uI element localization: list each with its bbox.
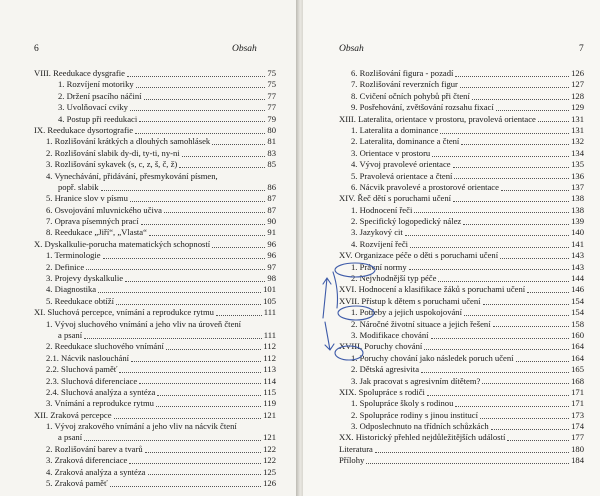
toc-entry-page: 140	[571, 227, 584, 238]
toc-entry-page: 125	[263, 466, 276, 477]
dot-leader	[427, 395, 569, 396]
dot-leader	[483, 304, 570, 305]
toc-entry-page: 134	[571, 147, 584, 158]
right-header-title: Obsah	[339, 44, 364, 54]
toc-entry-title: 5. Zraková paměť	[46, 478, 108, 489]
dot-leader	[464, 315, 569, 316]
toc-entry-page: 111	[263, 307, 276, 318]
toc-entry-title: 2. Definice	[46, 261, 85, 272]
toc-entry-title: 1. Rozvíjení motoriky	[58, 79, 134, 90]
toc-entry-title: Literatura	[339, 443, 373, 454]
toc-entry-title: 1. Spolupráce školy s rodinou	[351, 398, 454, 409]
toc-entry-title: 2. Specifický logopedický nález	[351, 216, 462, 227]
dot-leader	[480, 418, 569, 419]
toc-entry-title: 2.4. Sluchová analýza a syntéza	[46, 386, 156, 397]
toc-entry-title: VIII. Reedukace dysgrafie	[34, 67, 125, 78]
dot-leader	[500, 258, 569, 259]
toc-entry	[34, 102, 276, 113]
dot-leader	[131, 361, 261, 362]
toc-entry-title: 1. Lateralita a dominance	[351, 124, 439, 135]
toc-entry-page: 105	[263, 295, 276, 306]
toc-entry-title: 2.3. Sluchová diferenciace	[46, 375, 138, 386]
toc-entry-title: XV. Organizace péče o děti s poruchami učení	[339, 250, 499, 261]
toc-entry-page: 173	[571, 409, 584, 420]
toc-entry-page: 112	[263, 352, 276, 363]
toc-entry-page: 146	[571, 284, 584, 295]
dot-leader	[130, 201, 266, 202]
dot-leader	[496, 110, 569, 111]
toc-entry-title: X. Dyskalkulie-porucha matematických schopností	[34, 238, 211, 249]
dot-leader	[98, 292, 261, 293]
toc-entry-title: 2. Reedukace sluchového vnímání	[46, 341, 164, 352]
toc-entry	[34, 68, 276, 79]
toc-entry-title: 2. Rozlišování slabik dy-di, ty-ti, ny-ni	[46, 147, 180, 158]
toc-entry-page: 171	[571, 386, 584, 397]
toc-entry	[34, 159, 276, 170]
toc-entry	[339, 125, 584, 136]
toc-entry-title: 7. Rozlišování reverzních figur	[351, 79, 458, 90]
toc-entry-title: XIX. Spolupráce s rodiči	[339, 386, 425, 397]
dot-leader	[130, 110, 265, 111]
dot-leader	[472, 99, 569, 100]
toc-entry-page: 79	[267, 113, 276, 124]
toc-entry-page: 154	[571, 295, 584, 306]
toc-entry-page: 121	[263, 409, 276, 420]
toc-entry-page: 141	[571, 238, 584, 249]
toc-entry	[339, 250, 584, 261]
toc-entry	[339, 398, 584, 409]
dot-leader	[216, 315, 262, 316]
toc-entry	[339, 284, 584, 295]
toc-entry-page: 98	[267, 273, 276, 284]
toc-entry-title: 4. Postup při reedukaci	[58, 113, 138, 124]
toc-entry	[339, 341, 584, 352]
toc-entry-title: XVI. Hodnocení a klasifikace žáků s poruchami učení	[339, 284, 526, 295]
toc-entry-page: 101	[263, 284, 276, 295]
toc-entry-page: 126	[263, 478, 276, 489]
dot-leader	[144, 99, 266, 100]
toc-entry-title: 6. Osvojování mluvnického učiva	[46, 204, 162, 215]
toc-entry-title: 3. Zraková diferenciace	[46, 455, 128, 466]
dot-leader	[438, 281, 569, 282]
toc-entry-title: a psaní	[58, 432, 83, 443]
toc-entry	[34, 455, 276, 466]
toc-entry-page: 138	[571, 204, 584, 215]
toc-entry	[34, 79, 276, 90]
toc-entry	[339, 444, 584, 455]
dot-leader	[410, 247, 569, 248]
toc-entry-page: 168	[571, 375, 584, 386]
dot-leader	[455, 406, 569, 407]
toc-entry-title: 1. Vývoj zrakového vnímání a jeho vliv na nácvik čtení	[46, 421, 237, 432]
dot-leader	[145, 452, 261, 453]
toc-entry	[339, 262, 584, 273]
toc-entry	[34, 171, 276, 182]
dot-leader	[148, 474, 262, 475]
toc-entry-title: 4. Vývoj pravolevé orientace	[351, 159, 451, 170]
toc-entry	[339, 227, 584, 238]
toc-entry	[34, 239, 276, 250]
toc-entry-page: 137	[571, 181, 584, 192]
toc-entry-page: 83	[267, 147, 276, 158]
toc-entry-title: 3. Orientace v prostoru	[351, 147, 431, 158]
toc-entry-title: 7. Oprava písemných prací	[46, 216, 139, 227]
toc-entry-title: 1. Poruchy chování jako následek poruch učení	[351, 352, 514, 363]
toc-entry	[34, 478, 276, 489]
toc-entry	[339, 216, 584, 227]
toc-entry	[339, 159, 584, 170]
toc-entry-title: 1. Terminologie	[46, 250, 101, 261]
dot-leader	[453, 201, 569, 202]
toc-entry-title: popř. slabik	[58, 181, 99, 192]
toc-entry-page: 81	[267, 136, 276, 147]
dot-leader	[516, 361, 570, 362]
dot-leader	[375, 452, 569, 453]
toc-entry-title: 1. Právní normy	[351, 261, 407, 272]
toc-entry-page: 85	[267, 159, 276, 170]
toc-entry	[34, 227, 276, 238]
toc-entry	[339, 91, 584, 102]
dot-leader	[157, 395, 261, 396]
toc-entry-page: 122	[263, 455, 276, 466]
toc-entry-page: 160	[571, 329, 584, 340]
toc-entry-page: 143	[571, 250, 584, 261]
toc-entry-page: 112	[263, 341, 276, 352]
toc-entry-title: 3. Rozlišování sykavek (s, c, z, š, č, ž)	[46, 159, 178, 170]
book-gutter	[296, 0, 303, 496]
toc-entry-page: 90	[267, 216, 276, 227]
toc-entry	[339, 296, 584, 307]
dot-leader	[507, 440, 569, 441]
toc-entry	[339, 330, 584, 341]
dot-leader	[101, 190, 266, 191]
dot-leader	[405, 235, 569, 236]
toc-entry-title: 2.1. Nácvik naslouchání	[46, 352, 130, 363]
toc-entry	[34, 387, 276, 398]
toc-entry-title: 2. Dětská agresivita	[351, 364, 420, 375]
dot-leader	[414, 212, 569, 213]
toc-entry-page: 96	[267, 238, 276, 249]
toc-entry-title: 2. Držení psacího náčiní	[58, 90, 142, 101]
toc-entry-title: 5. Pravolevá orientace a čtení	[351, 170, 453, 181]
toc-entry	[34, 205, 276, 216]
toc-entry-title: 6. Rozlišování figura - pozadí	[351, 67, 454, 78]
toc-entry	[339, 102, 584, 113]
right-page-number: 7	[579, 44, 584, 54]
toc-entry-title: 8. Reedukace „Jiří“, „Vlasta“	[46, 227, 147, 238]
toc-entry-page: 97	[267, 261, 276, 272]
dot-leader	[84, 338, 262, 339]
toc-entry-page: 119	[263, 398, 276, 409]
toc-entry-page: 122	[263, 443, 276, 454]
toc-entry	[339, 148, 584, 159]
toc-entry	[34, 296, 276, 307]
toc-entry-page: 113	[263, 364, 276, 375]
toc-entry	[339, 353, 584, 364]
dot-leader	[182, 156, 266, 157]
dot-leader	[135, 133, 265, 134]
toc-entry-title: 2.2. Sluchová paměť	[46, 364, 118, 375]
toc-entry	[34, 330, 276, 341]
dot-leader	[463, 224, 569, 225]
toc-entry	[34, 410, 276, 421]
toc-entry	[34, 273, 276, 284]
dot-leader	[431, 338, 570, 339]
toc-entry-title: 5. Hranice slov v písmu	[46, 193, 128, 204]
toc-entry	[34, 341, 276, 352]
toc-entry-title: 1. Hodnocení řeči	[351, 204, 413, 215]
toc-entry	[339, 193, 584, 204]
toc-entry-page: 177	[571, 432, 584, 443]
dot-leader	[86, 269, 265, 270]
dot-leader	[454, 178, 569, 179]
dot-leader	[461, 144, 569, 145]
toc-entry-page: 111	[263, 329, 276, 340]
toc-entry-page: 127	[571, 79, 584, 90]
toc-entry-title: Přílohy	[339, 455, 365, 466]
toc-entry	[34, 250, 276, 261]
toc-entry-title: 4. Vynechávání, přidávání, přesmykování písmen,	[46, 170, 218, 181]
toc-entry-page: 96	[267, 250, 276, 261]
toc-entry-page: 114	[263, 375, 276, 386]
toc-entry-title: 9. Posřehování, zvětšování rozsahu fixací	[351, 102, 494, 113]
dot-leader	[110, 486, 261, 487]
toc-entry	[339, 376, 584, 387]
toc-entry-title: a psaní	[58, 329, 83, 340]
toc-entry-title: 3. Jak pracovat s agresivním dítětem?	[351, 375, 481, 386]
dot-leader	[409, 269, 569, 270]
toc-entry-page: 154	[571, 307, 584, 318]
toc-entry-title: XVII. Přístup k dětem s poruchami učení	[339, 295, 481, 306]
toc-entry-page: 139	[571, 216, 584, 227]
toc-entry-title: 5. Reedukace obtíží	[46, 295, 115, 306]
toc-entry-page: 87	[267, 204, 276, 215]
right-page	[303, 0, 600, 496]
toc-entry-page: 164	[571, 341, 584, 352]
toc-entry	[339, 421, 584, 432]
toc-entry	[339, 319, 584, 330]
toc-entry	[339, 239, 584, 250]
toc-entry-title: 4. Rozvíjení řeči	[351, 238, 409, 249]
toc-entry-page: 115	[263, 386, 276, 397]
dot-leader	[166, 349, 262, 350]
toc-entry	[34, 262, 276, 273]
toc-entry-page: 138	[571, 193, 584, 204]
dot-leader	[366, 463, 569, 464]
dot-leader	[212, 247, 265, 248]
dot-leader	[432, 156, 569, 157]
toc-entry-page: 174	[571, 421, 584, 432]
toc-entry-title: 3. Modifikace chování	[351, 329, 429, 340]
dot-leader	[538, 121, 569, 122]
dot-leader	[114, 418, 262, 419]
left-page-number: 6	[34, 44, 39, 54]
toc-entry	[34, 467, 276, 478]
dot-leader	[116, 304, 261, 305]
toc-entry-title: 2. Nejvhodnější typ péče	[351, 273, 437, 284]
dot-leader	[453, 167, 570, 168]
dot-leader	[103, 258, 266, 259]
toc-entry-title: 1. Vývoj sluchového vnímání a jeho vliv na úroveň čtení	[46, 318, 242, 329]
toc-entry	[339, 433, 584, 444]
toc-entry	[34, 398, 276, 409]
toc-entry-page: 121	[263, 432, 276, 443]
dot-leader	[501, 190, 569, 191]
dot-leader	[125, 281, 265, 282]
toc-entry-title: 2. Lateralita, dominance a čtení	[351, 136, 460, 147]
toc-entry-page: 158	[571, 318, 584, 329]
toc-entry	[34, 182, 276, 193]
toc-entry	[34, 91, 276, 102]
toc-entry	[34, 148, 276, 159]
dot-leader	[156, 406, 261, 407]
toc-entry-title: 3. Vnímání a reprodukce rytmu	[46, 398, 154, 409]
dot-leader	[129, 463, 261, 464]
toc-entry-title: 2. Spolupráce rodiny s jinou institucí	[351, 409, 478, 420]
toc-entry	[339, 387, 584, 398]
dot-leader	[424, 349, 569, 350]
toc-entry-title: 3. Jazykový cit	[351, 227, 403, 238]
toc-entry	[34, 376, 276, 387]
toc-entry-title: 1. Potřeby a jejich uspokojování	[351, 307, 462, 318]
toc-entry-page: 165	[571, 364, 584, 375]
toc-entry	[339, 171, 584, 182]
toc-entry-page: 131	[571, 113, 584, 124]
toc-entry-page: 136	[571, 170, 584, 181]
dot-leader	[127, 76, 266, 77]
toc-entry	[34, 284, 276, 295]
dot-leader	[84, 440, 261, 441]
dot-leader	[139, 383, 261, 384]
toc-entry-page: 164	[571, 352, 584, 363]
toc-left	[34, 68, 276, 489]
toc-entry	[34, 353, 276, 364]
toc-entry-page: 184	[571, 455, 584, 466]
toc-entry-title: XIV. Řeč dětí s poruchami učení	[339, 193, 452, 204]
toc-entry	[339, 307, 584, 318]
toc-entry-page: 144	[571, 273, 584, 284]
toc-entry-title: 1. Rozlišování krátkých a dlouhých samohlásek	[46, 136, 211, 147]
toc-entry	[34, 319, 276, 330]
toc-entry-title: XVIII. Poruchy chování	[339, 341, 423, 352]
toc-entry-page: 180	[571, 443, 584, 454]
toc-entry	[339, 182, 584, 193]
toc-entry-page: 86	[267, 181, 276, 192]
toc-entry-page: 171	[571, 398, 584, 409]
toc-entry-page: 129	[571, 102, 584, 113]
dot-leader	[482, 383, 569, 384]
toc-entry-title: 3. Projevy dyskalkulie	[46, 273, 124, 284]
toc-entry-title: 2. Rozlišování barev a tvarů	[46, 443, 143, 454]
toc-entry	[34, 216, 276, 227]
toc-entry	[34, 307, 276, 318]
toc-entry-page: 80	[267, 124, 276, 135]
dot-leader	[491, 429, 569, 430]
toc-entry-page: 91	[267, 227, 276, 238]
toc-entry	[339, 136, 584, 147]
toc-entry-page: 131	[571, 124, 584, 135]
toc-entry-page: 87	[267, 193, 276, 204]
left-header-title: Obsah	[232, 44, 257, 54]
toc-entry	[34, 421, 276, 432]
toc-entry-title: IX. Reedukace dysortografie	[34, 124, 134, 135]
toc-entry-page: 143	[571, 261, 584, 272]
toc-entry	[34, 136, 276, 147]
dot-leader	[527, 292, 569, 293]
toc-entry-page: 75	[267, 67, 276, 78]
toc-entry	[339, 68, 584, 79]
dot-leader	[179, 167, 265, 168]
toc-entry-title: XII. Zraková percepce	[34, 409, 112, 420]
dot-leader	[440, 133, 569, 134]
toc-entry-title: XX. Historický přehled nejdůležitějších událostí	[339, 432, 506, 443]
toc-entry	[339, 114, 584, 125]
toc-entry-title: 2. Náročné životní situace a jejich řešení	[351, 318, 491, 329]
toc-entry	[339, 364, 584, 375]
toc-entry-title: XIII. Lateralita, orientace v prostoru, pravolevá orientace	[339, 113, 536, 124]
toc-entry-page: 126	[571, 67, 584, 78]
toc-entry-title: 4. Zraková analýza a syntéza	[46, 466, 146, 477]
toc-entry	[34, 444, 276, 455]
toc-entry-page: 75	[267, 79, 276, 90]
toc-entry-page: 132	[571, 136, 584, 147]
toc-entry-page: 77	[267, 90, 276, 101]
dot-leader	[212, 144, 265, 145]
toc-entry	[339, 455, 584, 466]
toc-entry-title: 6. Nácvik pravolevé a prostorové orientace	[351, 181, 499, 192]
dot-leader	[455, 76, 569, 77]
toc-entry	[339, 205, 584, 216]
dot-leader	[460, 87, 569, 88]
dot-leader	[136, 87, 266, 88]
toc-entry	[34, 364, 276, 375]
toc-right	[339, 68, 584, 467]
toc-entry	[34, 125, 276, 136]
toc-entry-page: 128	[571, 90, 584, 101]
left-page	[0, 0, 296, 496]
toc-entry-title: 3. Odposlechnuto na třídních schůzkách	[351, 421, 489, 432]
dot-leader	[493, 326, 570, 327]
toc-entry-page: 135	[571, 159, 584, 170]
dot-leader	[149, 235, 265, 236]
toc-entry	[339, 273, 584, 284]
toc-entry-title: 8. Cvičení očních pohybů při čtení	[351, 90, 470, 101]
dot-leader	[139, 121, 265, 122]
toc-entry	[34, 433, 276, 444]
dot-leader	[164, 212, 265, 213]
toc-entry	[339, 410, 584, 421]
dot-leader	[141, 224, 266, 225]
toc-entry-title: 4. Diagnostika	[46, 284, 97, 295]
toc-entry	[34, 114, 276, 125]
toc-entry-page: 77	[267, 102, 276, 113]
dot-leader	[421, 372, 569, 373]
dot-leader	[119, 372, 261, 373]
toc-entry-title: XI. Sluchová percepce, vnímání a reprodukce rytmu	[34, 307, 214, 318]
toc-entry	[34, 193, 276, 204]
toc-entry-title: 3. Uvolňovací cviky	[58, 102, 128, 113]
toc-entry	[339, 79, 584, 90]
